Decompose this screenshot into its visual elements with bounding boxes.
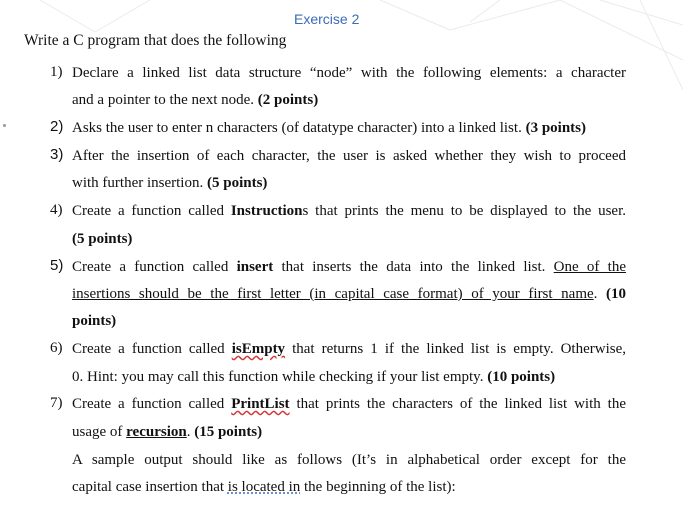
- item-3-number: 3): [50, 146, 64, 163]
- sample-text-rest: the beginning of the list):: [300, 479, 456, 495]
- item-7-period: .: [186, 424, 195, 440]
- item-3-line-2: [72, 174, 267, 192]
- item-5-line-2: [72, 285, 626, 303]
- item-5-line-3: [72, 312, 116, 330]
- item-7-line-2: [72, 423, 262, 441]
- item-7-function-name: PrintList: [231, 396, 290, 412]
- item-1-number: 1): [50, 64, 63, 80]
- item-5-number: 5): [50, 257, 64, 274]
- intro-text: Write a C program that does the following: [24, 32, 287, 49]
- sample-text: capital case insertion that: [72, 479, 228, 495]
- item-4-points: (5 points): [72, 231, 133, 247]
- item-7-number: 7): [50, 395, 63, 411]
- sample-line-1: A sample output should like as follows (It’s in alphabetical order except for the: [72, 452, 626, 468]
- item-1-text: and a pointer to the next node.: [72, 92, 258, 108]
- item-5-text-rest: that inserts the data into the linked list.: [273, 259, 554, 275]
- item-6-points: (10 points): [487, 369, 556, 385]
- item-3-line-1: After the insertion of each character, the user is asked whether they wish to proceed: [72, 148, 626, 164]
- item-6-hint: 0. Hint: you may call this function while checking if your list empty.: [72, 369, 488, 385]
- item-6-text-rest: that returns 1 if the linked list is empty. Otherwise,: [285, 341, 626, 357]
- item-2-points: (3 points): [525, 120, 587, 136]
- item-5-line-1: [72, 258, 626, 276]
- item-1-line-1: Declare a linked list data structure “node” with the following elements: a character: [72, 65, 626, 81]
- item-7-points: (15 points): [194, 424, 263, 440]
- item-5-points-end: points): [72, 313, 117, 329]
- margin-dot: [3, 124, 6, 127]
- item-4-line-2: [72, 230, 132, 248]
- item-5-underlined-start: One of the: [553, 259, 626, 275]
- item-3-text: with further insertion.: [72, 175, 207, 191]
- item-4-text: Create a function called: [72, 203, 231, 219]
- item-6-text: Create a function called: [72, 341, 232, 357]
- item-7-recursion: recursion: [126, 424, 187, 440]
- item-6-line-1: [72, 340, 626, 358]
- item-6-number: 6): [50, 340, 63, 356]
- item-5-period: .: [593, 286, 607, 302]
- item-6-function-name: isEmpty: [231, 341, 286, 357]
- item-7-text-rest: that prints the characters of the linked list with the: [289, 396, 626, 412]
- item-2-text: Asks the user to enter n characters (of datatype character) into a linked list.: [72, 120, 526, 136]
- item-4-function-name: Instruction: [230, 203, 303, 219]
- item-1-line-2: [72, 91, 318, 109]
- sample-grammar-flag: is located in: [227, 479, 301, 495]
- item-5-points-start: (10: [606, 286, 627, 302]
- item-3-points: (5 points): [206, 175, 268, 191]
- item-7-text: Create a function called: [72, 396, 232, 412]
- item-7-text-2: usage of: [72, 424, 127, 440]
- item-1-points: (2 points): [257, 92, 319, 108]
- item-5-function-name: insert: [236, 259, 274, 275]
- item-2-line-1: [72, 119, 586, 137]
- exercise-heading: Exercise 2: [294, 11, 360, 27]
- item-7-line-1: [72, 395, 626, 413]
- item-6-line-2: [72, 368, 555, 386]
- item-2-number: 2): [50, 118, 64, 135]
- item-4-line-1: [72, 202, 626, 220]
- item-4-number: 4): [50, 202, 63, 218]
- item-5-underlined-text: insertions should be the first letter (in capital case format) of your first name: [72, 286, 594, 302]
- sample-line-2: [72, 478, 456, 496]
- item-5-text: Create a function called: [72, 259, 237, 275]
- item-4-text-rest: s that prints the menu to be displayed to the user.: [302, 203, 626, 219]
